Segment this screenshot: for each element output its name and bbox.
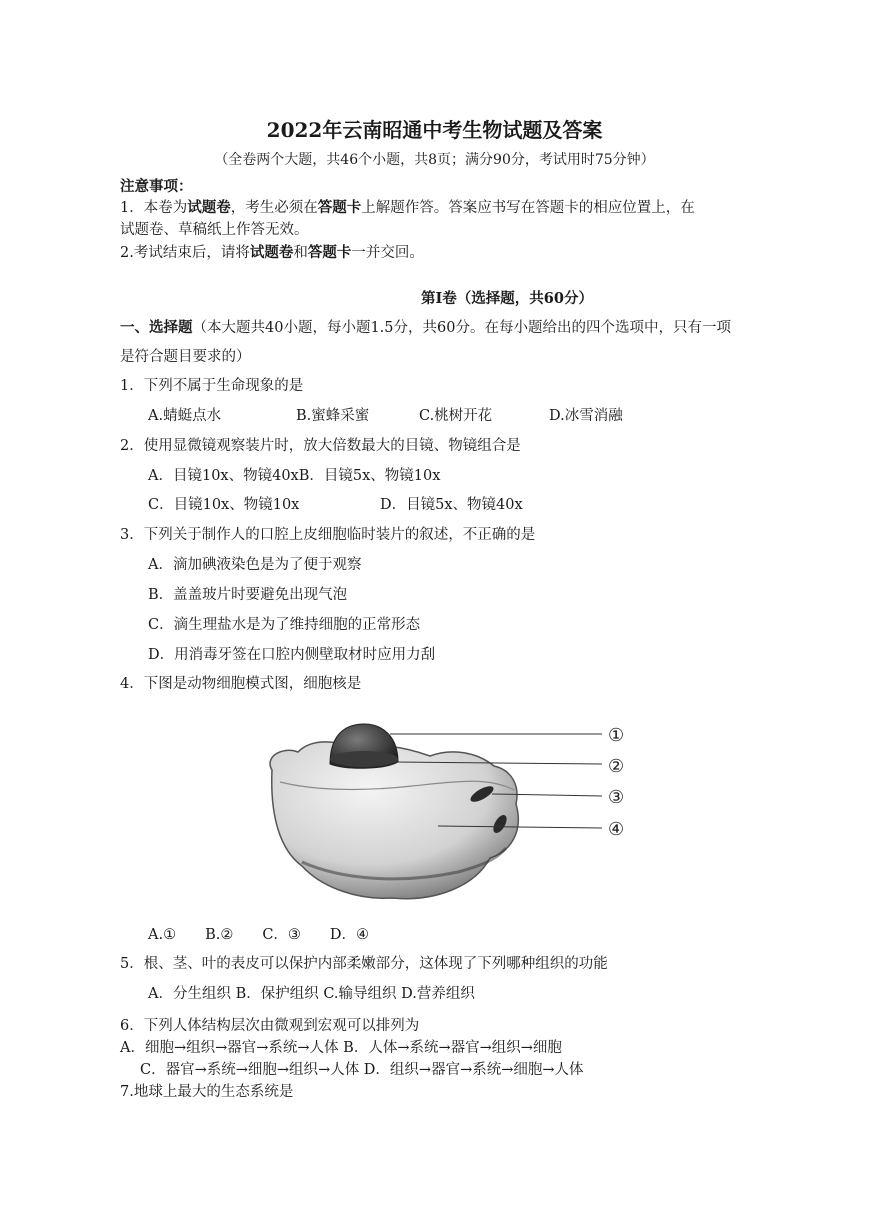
q3-option-a: A．滴加碘液染色是为了便于观察 bbox=[148, 557, 362, 573]
q1-option-b: B.蜜蜂采蜜 bbox=[296, 408, 370, 424]
q4-stem: 4．下图是动物细胞模式图，细胞核是 bbox=[120, 676, 362, 692]
animal-cell-figure bbox=[262, 712, 652, 912]
q1-option-d: D.冰雪消融 bbox=[549, 408, 623, 424]
q1-option-a: A.蜻蜓点水 bbox=[148, 408, 222, 424]
q2-option-c: C．目镜10x、物镜10x bbox=[148, 497, 300, 513]
page-title: 2022年云南昭通中考生物试题及答案 bbox=[266, 118, 603, 142]
notice-heading: 注意事项： bbox=[120, 178, 193, 195]
q6-stem: 6．下列人体结构层次由微观到宏观可以排列为 bbox=[120, 1018, 420, 1034]
q5-stem: 5．根、茎、叶的表皮可以保护内部柔嫩部分，这体现了下列哪种组织的功能 bbox=[120, 956, 608, 972]
q4-options: A.① B.② C．③ D．④ bbox=[148, 927, 370, 943]
q3-stem: 3．下列关于制作人的口腔上皮细胞临时装片的叙述，不正确的是 bbox=[120, 527, 536, 543]
section1-desc: 一、选择题（本大题共40小题，每小题1.5分，共60分。在每小题给出的四个选项中，只有一项 bbox=[120, 319, 731, 336]
page-subtitle: （全卷两个大题，共46个小题，共8页；满分90分，考试用时75分钟） bbox=[214, 152, 655, 168]
notice-item-2: 2.考试结束后，请将试题卷和答题卡一并交回。 bbox=[120, 244, 424, 261]
q7-stem: 7.地球上最大的生态系统是 bbox=[120, 1084, 294, 1100]
section1-desc-cont: 是符合题目要求的） bbox=[120, 349, 251, 365]
label-3: ③ bbox=[608, 787, 625, 808]
q6-option-cd: C．器官→系统→细胞→组织→人体 D．组织→器官→系统→细胞→人体 bbox=[140, 1062, 584, 1078]
q3-option-c: C．滴生理盐水是为了维持细胞的正常形态 bbox=[148, 617, 421, 633]
q3-option-b: B．盖盖玻片时要避免出现气泡 bbox=[148, 587, 348, 603]
cell-body bbox=[270, 742, 518, 899]
q2-option-ab: A．目镜10x、物镜40xB．目镜5x、物镜10x bbox=[148, 468, 441, 484]
part1-title: 第Ⅰ卷（选择题，共60分） bbox=[421, 290, 593, 307]
label-1: ① bbox=[608, 725, 625, 746]
q2-stem: 2．使用显微镜观察装片时，放大倍数最大的目镜、物镜组合是 bbox=[120, 438, 521, 454]
q3-option-d: D．用消毒牙签在口腔内侧壁取材时应用力刮 bbox=[148, 647, 436, 663]
q1-option-c: C.桃树开花 bbox=[419, 408, 493, 424]
label-2: ② bbox=[608, 756, 625, 777]
q1-stem: 1．下列不属于生命现象的是 bbox=[120, 378, 304, 394]
cell-nucleus bbox=[330, 724, 398, 768]
notice-item-1-cont: 试题卷、草稿纸上作答无效。 bbox=[120, 222, 309, 238]
notice-item-1: 1．本卷为试题卷，考生必须在答题卡上解题作答。答案应书写在答题卡的相应位置上，在 bbox=[120, 199, 695, 216]
q2-option-d: D．目镜5x、物镜40x bbox=[380, 497, 523, 513]
label-4: ④ bbox=[608, 819, 625, 840]
q5-options: A．分生组织 B．保护组织 C.输导组织 D.营养组织 bbox=[148, 986, 475, 1002]
q6-option-ab: A．细胞→组织→器官→系统→人体 B．人体→系统→器官→组织→细胞 bbox=[120, 1040, 562, 1056]
